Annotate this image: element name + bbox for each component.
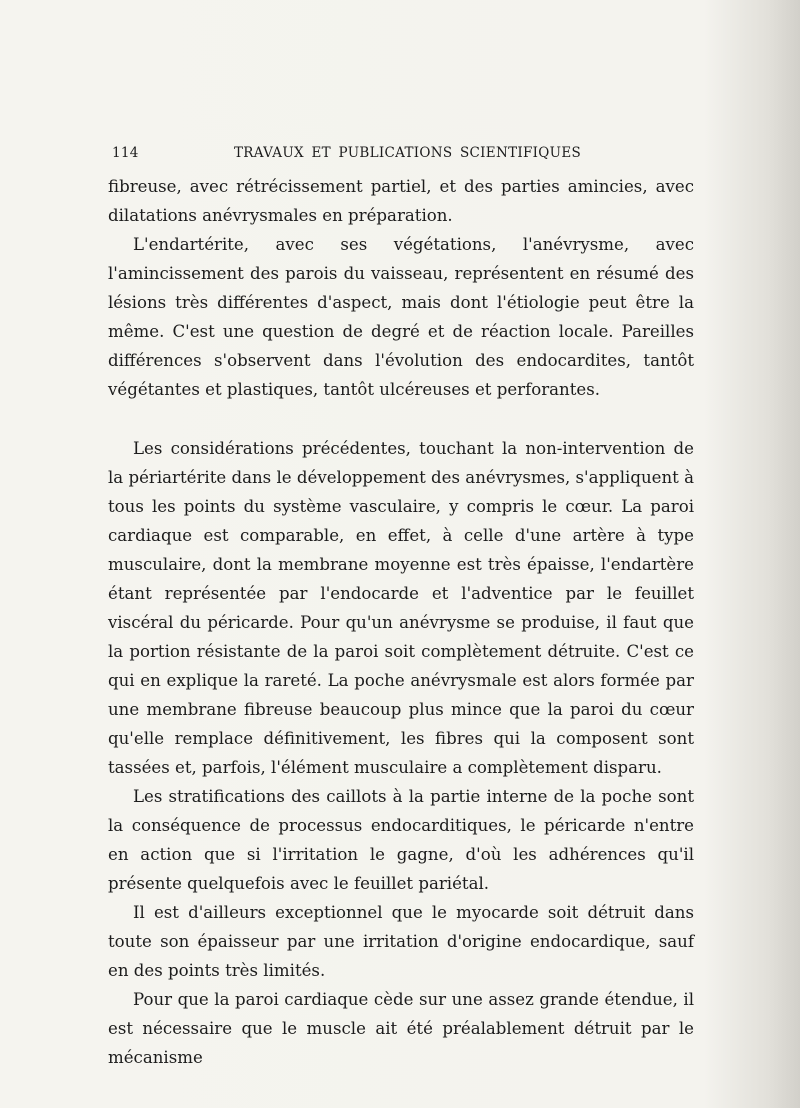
body-text (108, 172, 694, 1072)
paragraph-endarterite: L'endartérite, avec ses végétations, l'anévrysme, avec l'amincissement des parois du vaisseau, représentent en résumé des lésions très différentes d'aspect, mais dont l'étiologie peut être la même. C'est une question de degré et de réaction locale. Pareilles différences s'observent dans l'évolution des endocardites, tantôt végétantes et plastiques, tantôt ulcéreuses et perforantes. (108, 235, 694, 399)
running-title: TRAVAUX ET PUBLICATIONS SCIENTIFIQUES (234, 145, 582, 161)
page-number: 114 (112, 145, 139, 161)
paragraph-stratifications: Les stratifications des caillots à la partie interne de la poche sont la conséquence de processus endocarditiques, le péricarde n'entre en action que si l'irritation le gagne, d'où les adhérences qu'il présente quelquefois avec le feuillet pariétal. (108, 787, 694, 893)
paragraph-paroi-cardiaque: Pour que la paroi cardiaque cède sur une assez grande étendue, il est nécessaire que le muscle ait été préalablement détruit par le mécanisme (108, 990, 694, 1067)
page-header (112, 145, 695, 165)
paragraph-myocarde: Il est d'ailleurs exceptionnel que le myocarde soit détruit dans toute son épaisseur par une irritation d'origine endocardique, sauf en des points très limités. (108, 903, 694, 980)
paragraph-continued: fibreuse, avec rétrécissement partiel, et des parties amincies, avec dilatations anévrysmales en préparation. (108, 177, 694, 225)
paragraph-considerations: Les considérations précédentes, touchant la non-intervention de la périartérite dans le développement des anévrysmes, s'appliquent à tous les points du système vasculaire, y compris le cœur. La paroi cardiaque est comparable, en effet, à celle d'une artère à type musculaire, dont la membrane moyenne est très épaisse, l'endartère étant représentée par l'endocarde et l'adventice par le feuillet viscéral du péricarde. Pour qu'un anévrysme se produise, il faut que la portion résistante de la paroi soit complètement détruite. C'est ce qui en explique la rareté. La poche anévrysmale est alors formée par une membrane fibreuse beaucoup plus mince que la paroi du cœur qu'elle remplace définitivement, les fibres qui la composent sont tassées et, parfois, l'élément musculaire a complètement disparu. (108, 439, 694, 777)
